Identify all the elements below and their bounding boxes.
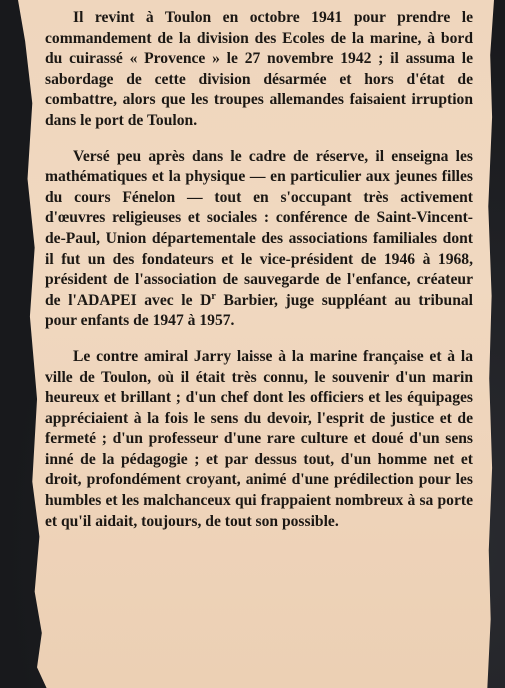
paragraph-teaching-and-social-work bbox=[45, 147, 473, 332]
paragraph-legacy: Le contre amiral Jarry laisse à la marine française et à la ville de Toulon, où il était très connu, le souvenir d'un marin heureux et brillant ; d'un chef dont les officiers et les équipages appréciaient à la fois le sens du devoir, l'esprit de justice et de fermeté ; d'un professeur d'une rare culture et doué d'un sens inné de la pédagogie ; et par dessus tout, d'un homme net et droit, profondément croyant, animé d'une prédilection pour les humbles et les malchanceux qui frappaient nombreux à sa porte et qu'il aidait, toujours, de tout son possible. bbox=[45, 347, 473, 530]
paragraph-toulon-command: Il revint à Toulon en octobre 1941 pour prendre le commandement de la division des Ecoles de la marine, à bord du cuirassé « Provence » le 27 novembre 1942 ; il assuma le sabordage de cette division désarmée et hors d'état de combattre, alors que les troupes allemandes faisaient irruption dans le port de Toulon. bbox=[45, 9, 473, 129]
paragraph-text-part: Versé peu après dans le cadre de réserve, il enseigna les mathématiques et la physique — en particulier aux jeunes filles du cours Fénelon — tout en s'occupant très activement d'œuvres religieuses et sociales : conférence de Saint-Vincent-de-Paul, Union départementale des associations familiales dont il fut un des fondateurs et le vice-président de 1946 à 1968, président de l'association de sauvegarde de l'enfance, créateur de l'ADAPEI avec le D bbox=[45, 147, 473, 309]
doctor-abbreviation-superscript: r bbox=[211, 290, 216, 302]
paragraph-text-part: Barbier, juge suppléant au tribunal pour enfants de 1947 à 1957. bbox=[45, 291, 473, 330]
article-text bbox=[45, 8, 473, 532]
